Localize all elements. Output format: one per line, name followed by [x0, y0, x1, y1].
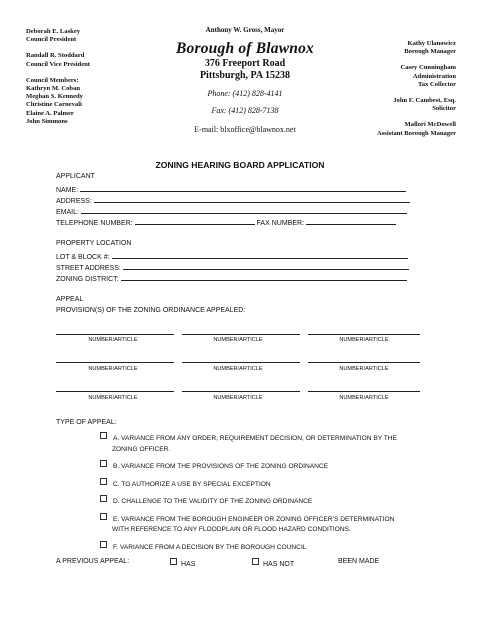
council-member: Christine Carnevali: [26, 101, 82, 109]
provision-field[interactable]: [182, 333, 300, 335]
appeal-option-a[interactable]: A. VARIANCE FROM ANY ORDER, REQUIREMENT DECISION, OR DETERMINATION BY THE: [100, 432, 430, 445]
manager-name: Kathy Ulanowicz: [407, 40, 456, 47]
number-article-label: NUMBER/ARTICLE: [88, 395, 138, 401]
provision-field[interactable]: [56, 333, 174, 335]
number-article-label: NUMBER/ARTICLE: [339, 366, 389, 372]
council-member: Elaine A. Palmer: [26, 109, 74, 117]
appeal-options: [100, 432, 430, 553]
appeal-option-f[interactable]: F. VARIANCE FROM A DECISION BY THE BOROUGH COUNCIL: [100, 541, 430, 554]
district-label: ZONING DISTRICT:: [56, 276, 119, 283]
name-label: NAME:: [56, 187, 79, 194]
asst-manager-name: Mallori McDowell: [404, 121, 456, 129]
fax-label: FAX NUMBER:: [256, 220, 304, 227]
been-made-label: BEEN MADE: [338, 558, 380, 565]
email-label: EMAIL:: [56, 209, 79, 216]
telephone-field[interactable]: [135, 217, 255, 225]
provision-field[interactable]: [56, 390, 174, 392]
appeal-heading: APPEAL: [56, 296, 84, 303]
telephone-label: TELEPHONE NUMBER:: [56, 220, 133, 227]
address-field[interactable]: [94, 195, 410, 203]
manager-title: Borough Manager: [404, 48, 456, 56]
street-address: 376 Freeport Road: [204, 58, 286, 69]
fax-field[interactable]: [306, 217, 396, 225]
applicant-heading: APPLICANT: [56, 173, 95, 180]
appeal-option-d[interactable]: D. CHALLENGE TO THE VALIDITY OF THE ZONING ORDINANCE: [100, 495, 430, 508]
street-label: STREET ADDRESS:: [56, 265, 121, 272]
provision-field[interactable]: [182, 390, 300, 392]
provision-field[interactable]: [308, 361, 420, 363]
number-article-label: NUMBER/ARTICLE: [339, 395, 389, 401]
council-members-heading: Council Members:: [26, 76, 79, 84]
number-article-label: NUMBER/ARTICLE: [213, 395, 263, 401]
address-label: ADDRESS:: [56, 198, 92, 205]
tax-collector-name: Casey Cunningham: [400, 64, 456, 72]
tax-collector-title: Tax Collector: [417, 80, 456, 88]
number-article-label: NUMBER/ARTICLE: [88, 337, 138, 343]
email-field[interactable]: [81, 206, 407, 214]
form-title: ZONING HEARING BOARD APPLICATION: [155, 160, 325, 170]
phone-number: Phone: (412) 828-4141: [207, 89, 283, 98]
street-row: [56, 262, 409, 272]
lot-row: [56, 251, 408, 261]
fax-number: Fax: (412) 828-7138: [211, 106, 279, 115]
checkbox-icon[interactable]: [100, 432, 107, 439]
lot-field[interactable]: [112, 251, 408, 259]
council-president-title: Council President: [26, 36, 77, 44]
council-member: John Simmons: [26, 117, 68, 125]
number-article-label: NUMBER/ARTICLE: [88, 366, 138, 372]
provision-field[interactable]: [56, 361, 174, 363]
telephone-row: [56, 217, 396, 227]
council-member: Meghan S. Kennedy: [26, 93, 83, 101]
checkbox-icon[interactable]: [100, 541, 107, 548]
email-row: [56, 206, 407, 216]
lot-label: LOT & BLOCK #:: [56, 254, 110, 261]
appeal-option-b[interactable]: B. VARIANCE FROM THE PROVISIONS OF THE ZONING ORDINANCE: [100, 460, 430, 473]
tax-collector-title: Administration: [412, 72, 456, 80]
city-address: Pittsburgh, PA 15238: [199, 70, 291, 81]
district-field[interactable]: [121, 273, 407, 281]
solicitor-title: Solicitor: [432, 105, 456, 113]
appeal-option-c[interactable]: C. TO AUTHORIZE A USE BY SPECIAL EXCEPTION: [100, 478, 430, 491]
borough-name: Borough of Blawnox: [176, 40, 314, 57]
checkbox-icon[interactable]: [100, 495, 107, 502]
appeal-option-a-cont: ZONING OFFICER.: [112, 445, 171, 453]
previous-appeal-label: A PREVIOUS APPEAL:: [56, 558, 130, 565]
vice-president-title: Council Vice President: [26, 60, 90, 68]
checkbox-icon[interactable]: [100, 513, 107, 520]
street-field[interactable]: [123, 262, 409, 270]
number-article-label: NUMBER/ARTICLE: [213, 366, 263, 372]
mayor-name: Anthony W. Gross, Mayor: [205, 26, 285, 34]
number-article-label: NUMBER/ARTICLE: [339, 337, 389, 343]
provision-field[interactable]: [308, 333, 420, 335]
property-heading: PROPERTY LOCATION: [56, 240, 132, 247]
provision-field[interactable]: [308, 390, 420, 392]
has-not-option[interactable]: HAS NOT: [252, 558, 294, 568]
asst-manager-title: Assistant Borough Manager: [376, 129, 456, 137]
has-option[interactable]: HAS: [170, 558, 195, 568]
name-row: [56, 184, 406, 194]
number-article-label: NUMBER/ARTICLE: [213, 337, 263, 343]
solicitor-name: John F. Cambest, Esq.: [393, 97, 456, 105]
address-row: [56, 195, 410, 205]
council-member: Kathryn M. Coban: [26, 85, 81, 93]
type-heading: TYPE OF APPEAL:: [56, 419, 117, 426]
staff-list: [306, 40, 456, 138]
checkbox-icon[interactable]: [170, 558, 177, 565]
checkbox-icon[interactable]: [100, 478, 107, 485]
checkbox-icon[interactable]: [100, 460, 107, 467]
district-row: [56, 273, 407, 283]
checkbox-icon[interactable]: [252, 558, 259, 565]
name-field[interactable]: [80, 184, 406, 192]
appeal-option-e[interactable]: E. VARIANCE FROM THE BOROUGH ENGINEER OR ZONING OFFICER’S DETERMINATION: [100, 513, 430, 526]
council-president-name: Deborah E. Laskey: [26, 28, 81, 35]
provisions-label: PROVISION(S) OF THE ZONING ORDINANCE APPEALED:: [56, 307, 246, 314]
appeal-option-e-cont: WITH REFERENCE TO ANY FLOODPLAIN OR FLOOD HAZARD CONDITIONS.: [112, 526, 351, 533]
vice-president-name: Randall R. Stoddard: [26, 52, 85, 60]
email-address: E-mail: blxoffice@blawnox.net: [194, 125, 296, 134]
provision-field[interactable]: [182, 361, 300, 363]
